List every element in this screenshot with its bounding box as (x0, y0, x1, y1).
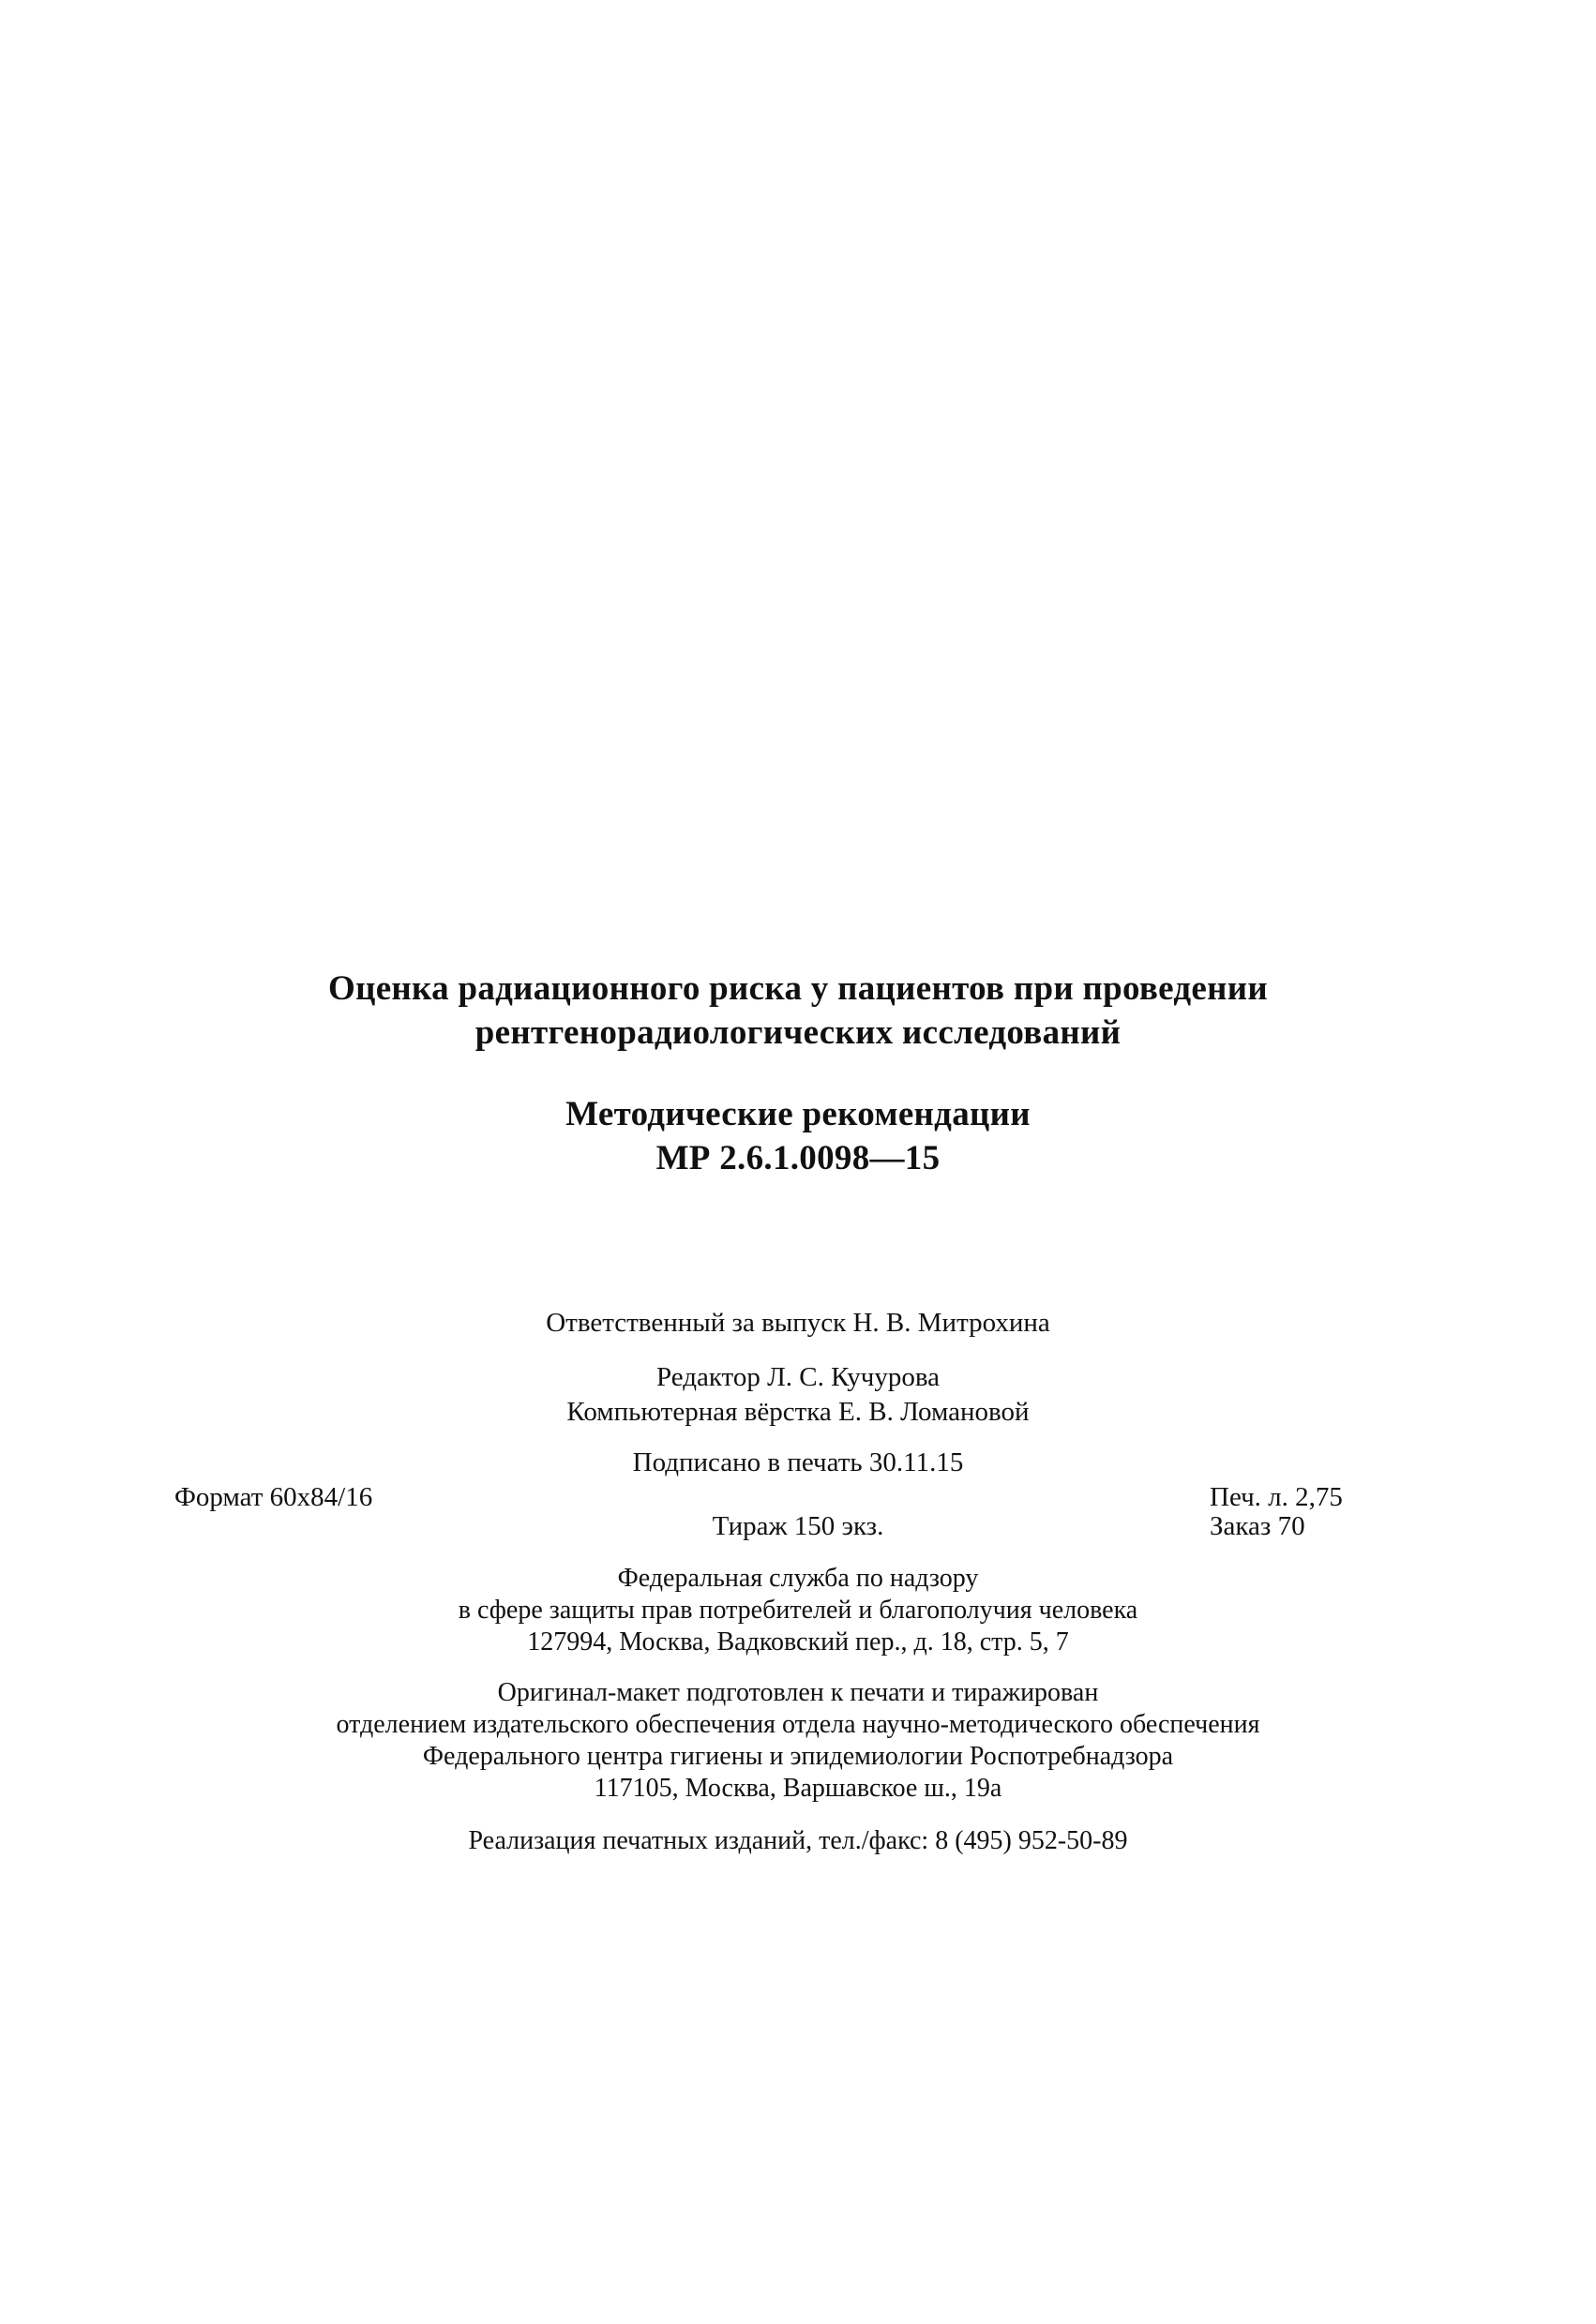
printer-line-2: отделением издательского обеспечения отдела научно-методического обеспечения (336, 1710, 1260, 1739)
printer-line-3: Федерального центра гигиены и эпидемиологии Роспотребнадзора (422, 1742, 1174, 1771)
printer-address: 117105, Москва, Варшавское ш., 19а (594, 1774, 1002, 1803)
signed-to-print: Подписано в печать 30.11.15 (632, 1447, 964, 1477)
document-code: МР 2.6.1.0098—15 (655, 1139, 941, 1177)
paper-format: Формат 60х84/16 (174, 1482, 373, 1512)
document-title-line-2: рентгенорадиологических исследований (474, 1013, 1122, 1052)
publisher-name-line-2: в сфере защиты прав потребителей и благополучия человека (458, 1596, 1138, 1625)
printer-line-1: Оригинал-макет подготовлен к печати и тиражирован (497, 1678, 1099, 1707)
publisher-address: 127994, Москва, Вадковский пер., д. 18, стр. 5, 7 (527, 1627, 1069, 1657)
document-type: Методические рекомендации (565, 1095, 1031, 1133)
editor: Редактор Л. С. Кучурова (655, 1362, 941, 1392)
circulation: Тираж 150 экз. (712, 1511, 884, 1541)
sales-contact: Реализация печатных изданий, тел./факс: 8 (495) 952-50-89 (468, 1826, 1128, 1855)
document-title-line-1: Оценка радиационного риска у пациентов при проведении (328, 969, 1268, 1008)
printed-sheets: Печ. л. 2,75 (1210, 1482, 1343, 1512)
responsible-person: Ответственный за выпуск Н. В. Митрохина (546, 1308, 1050, 1338)
order-number: Заказ 70 (1210, 1511, 1305, 1541)
publisher-name-line-1: Федеральная служба по надзору (617, 1564, 979, 1593)
layout-designer: Компьютерная вёрстка Е. В. Ломановой (566, 1397, 1030, 1427)
